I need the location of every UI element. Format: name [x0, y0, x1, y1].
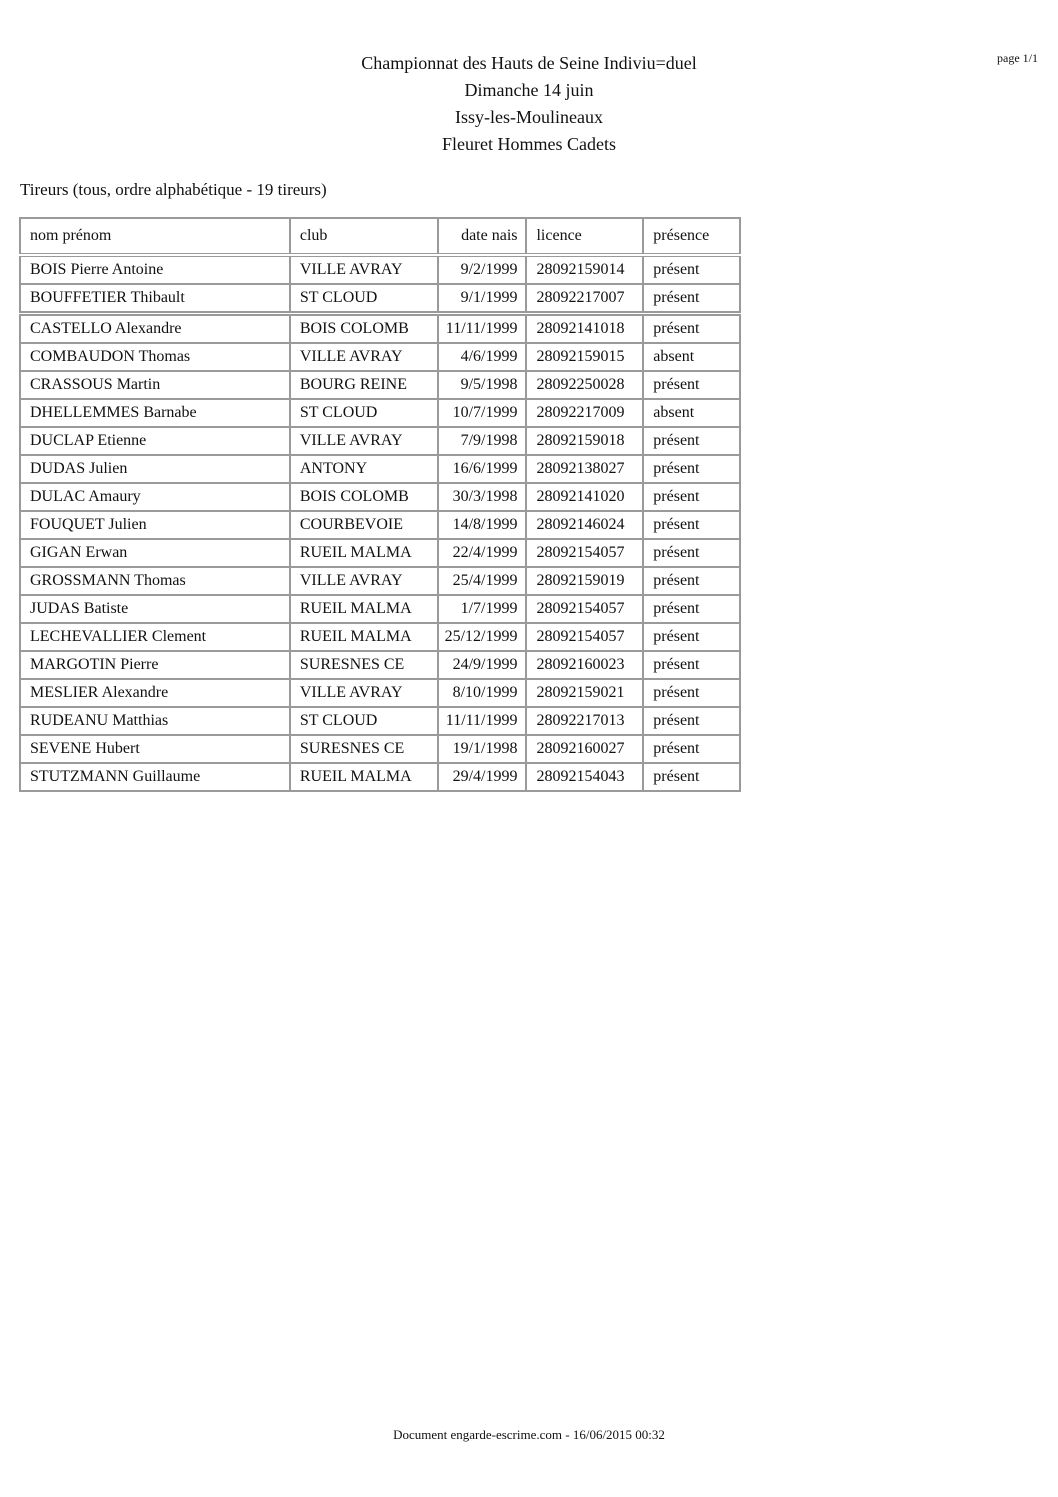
cell-presence: présent	[643, 595, 740, 623]
cell-birthdate: 9/5/1998	[438, 371, 527, 399]
table-row	[20, 371, 740, 399]
page-number: page 1/1	[997, 51, 1038, 65]
cell-presence: présent	[643, 371, 740, 399]
cell-presence: présent	[643, 623, 740, 651]
cell-club: ST CLOUD	[290, 707, 438, 735]
cell-presence: présent	[643, 255, 740, 284]
table-row	[20, 399, 740, 427]
cell-club: RUEIL MALMA	[290, 595, 438, 623]
cell-licence: 28092154057	[526, 595, 643, 623]
table-row	[20, 427, 740, 455]
cell-birthdate: 9/1/1999	[438, 284, 527, 314]
cell-presence: présent	[643, 567, 740, 595]
cell-name: RUDEANU Matthias	[20, 707, 290, 735]
cell-licence: 28092217009	[526, 399, 643, 427]
cell-presence: présent	[643, 455, 740, 483]
cell-name: FOUQUET Julien	[20, 511, 290, 539]
table-row	[20, 651, 740, 679]
cell-presence: absent	[643, 343, 740, 371]
column-header-name: nom prénom	[20, 218, 290, 255]
cell-presence: présent	[643, 511, 740, 539]
cell-club: VILLE AVRAY	[290, 567, 438, 595]
cell-presence: présent	[643, 284, 740, 314]
column-header-presence: présence	[643, 218, 740, 255]
cell-club: ST CLOUD	[290, 284, 438, 314]
cell-club: COURBEVOIE	[290, 511, 438, 539]
table-header-row	[20, 218, 740, 255]
cell-club: ANTONY	[290, 455, 438, 483]
column-header-licence: licence	[526, 218, 643, 255]
cell-name: GROSSMANN Thomas	[20, 567, 290, 595]
cell-licence: 28092146024	[526, 511, 643, 539]
cell-name: MESLIER Alexandre	[20, 679, 290, 707]
competition-category: Fleuret Hommes Cadets	[442, 134, 616, 154]
table-row	[20, 679, 740, 707]
cell-club: VILLE AVRAY	[290, 679, 438, 707]
cell-name: BOUFFETIER Thibault	[20, 284, 290, 314]
table-row	[20, 255, 740, 284]
cell-presence: présent	[643, 735, 740, 763]
cell-presence: présent	[643, 483, 740, 511]
cell-club: BOURG REINE	[290, 371, 438, 399]
cell-club: SURESNES CE	[290, 651, 438, 679]
cell-presence: présent	[643, 651, 740, 679]
cell-club: RUEIL MALMA	[290, 763, 438, 791]
cell-licence: 28092138027	[526, 455, 643, 483]
table-row	[20, 511, 740, 539]
cell-licence: 28092154057	[526, 539, 643, 567]
fencers-table	[19, 217, 741, 792]
cell-presence: absent	[643, 399, 740, 427]
cell-name: MARGOTIN Pierre	[20, 651, 290, 679]
cell-licence: 28092159015	[526, 343, 643, 371]
table-row	[20, 483, 740, 511]
cell-name: GIGAN Erwan	[20, 539, 290, 567]
cell-licence: 28092250028	[526, 371, 643, 399]
cell-licence: 28092159018	[526, 427, 643, 455]
cell-presence: présent	[643, 539, 740, 567]
cell-licence: 28092154057	[526, 623, 643, 651]
cell-name: JUDAS Batiste	[20, 595, 290, 623]
cell-club: VILLE AVRAY	[290, 343, 438, 371]
cell-presence: présent	[643, 763, 740, 791]
cell-name: STUTZMANN Guillaume	[20, 763, 290, 791]
table-row	[20, 284, 740, 314]
table-row	[20, 455, 740, 483]
cell-birthdate: 29/4/1999	[438, 763, 527, 791]
section-subtitle: Tireurs (tous, ordre alphabétique - 19 tireurs)	[20, 180, 327, 199]
cell-licence: 28092160027	[526, 735, 643, 763]
cell-name: DULAC Amaury	[20, 483, 290, 511]
table-row	[20, 763, 740, 791]
cell-birthdate: 25/12/1999	[438, 623, 527, 651]
cell-licence: 28092141020	[526, 483, 643, 511]
cell-birthdate: 24/9/1999	[438, 651, 527, 679]
table-row	[20, 567, 740, 595]
cell-name: CASTELLO Alexandre	[20, 314, 290, 344]
cell-licence: 28092217013	[526, 707, 643, 735]
cell-licence: 28092217007	[526, 284, 643, 314]
table-row	[20, 343, 740, 371]
cell-club: RUEIL MALMA	[290, 623, 438, 651]
column-header-club: club	[290, 218, 438, 255]
cell-birthdate: 4/6/1999	[438, 343, 527, 371]
cell-birthdate: 11/11/1999	[438, 707, 527, 735]
table-row	[20, 707, 740, 735]
cell-club: VILLE AVRAY	[290, 427, 438, 455]
cell-name: CRASSOUS Martin	[20, 371, 290, 399]
document-footer: Document engarde-escrime.com - 16/06/2015 00:32	[393, 1427, 665, 1442]
cell-club: SURESNES CE	[290, 735, 438, 763]
cell-licence: 28092141018	[526, 314, 643, 344]
table-row	[20, 735, 740, 763]
cell-birthdate: 30/3/1998	[438, 483, 527, 511]
cell-presence: présent	[643, 707, 740, 735]
cell-name: SEVENE Hubert	[20, 735, 290, 763]
cell-birthdate: 9/2/1999	[438, 255, 527, 284]
cell-presence: présent	[643, 427, 740, 455]
cell-club: BOIS COLOMB	[290, 483, 438, 511]
cell-birthdate: 10/7/1999	[438, 399, 527, 427]
cell-name: DUCLAP Etienne	[20, 427, 290, 455]
cell-club: VILLE AVRAY	[290, 255, 438, 284]
cell-presence: présent	[643, 314, 740, 344]
cell-licence: 28092160023	[526, 651, 643, 679]
table-row	[20, 595, 740, 623]
table-row	[20, 623, 740, 651]
column-header-birthdate: date nais	[438, 218, 527, 255]
cell-birthdate: 25/4/1999	[438, 567, 527, 595]
cell-name: DUDAS Julien	[20, 455, 290, 483]
cell-licence: 28092159014	[526, 255, 643, 284]
competition-date: Dimanche 14 juin	[464, 80, 594, 100]
cell-licence: 28092154043	[526, 763, 643, 791]
cell-birthdate: 7/9/1998	[438, 427, 527, 455]
table-row	[20, 314, 740, 344]
competition-location: Issy-les-Moulineaux	[455, 107, 603, 127]
cell-club: BOIS COLOMB	[290, 314, 438, 344]
cell-licence: 28092159019	[526, 567, 643, 595]
cell-birthdate: 1/7/1999	[438, 595, 527, 623]
cell-name: DHELLEMMES Barnabe	[20, 399, 290, 427]
cell-birthdate: 8/10/1999	[438, 679, 527, 707]
document-header	[0, 50, 1058, 158]
cell-birthdate: 19/1/1998	[438, 735, 527, 763]
cell-name: LECHEVALLIER Clement	[20, 623, 290, 651]
cell-birthdate: 16/6/1999	[438, 455, 527, 483]
cell-licence: 28092159021	[526, 679, 643, 707]
cell-birthdate: 11/11/1999	[438, 314, 527, 344]
cell-birthdate: 14/8/1999	[438, 511, 527, 539]
cell-birthdate: 22/4/1999	[438, 539, 527, 567]
cell-name: COMBAUDON Thomas	[20, 343, 290, 371]
competition-title: Championnat des Hauts de Seine Indiviu=duel	[361, 53, 697, 73]
cell-name: BOIS Pierre Antoine	[20, 255, 290, 284]
cell-presence: présent	[643, 679, 740, 707]
cell-club: RUEIL MALMA	[290, 539, 438, 567]
cell-club: ST CLOUD	[290, 399, 438, 427]
table-row	[20, 539, 740, 567]
